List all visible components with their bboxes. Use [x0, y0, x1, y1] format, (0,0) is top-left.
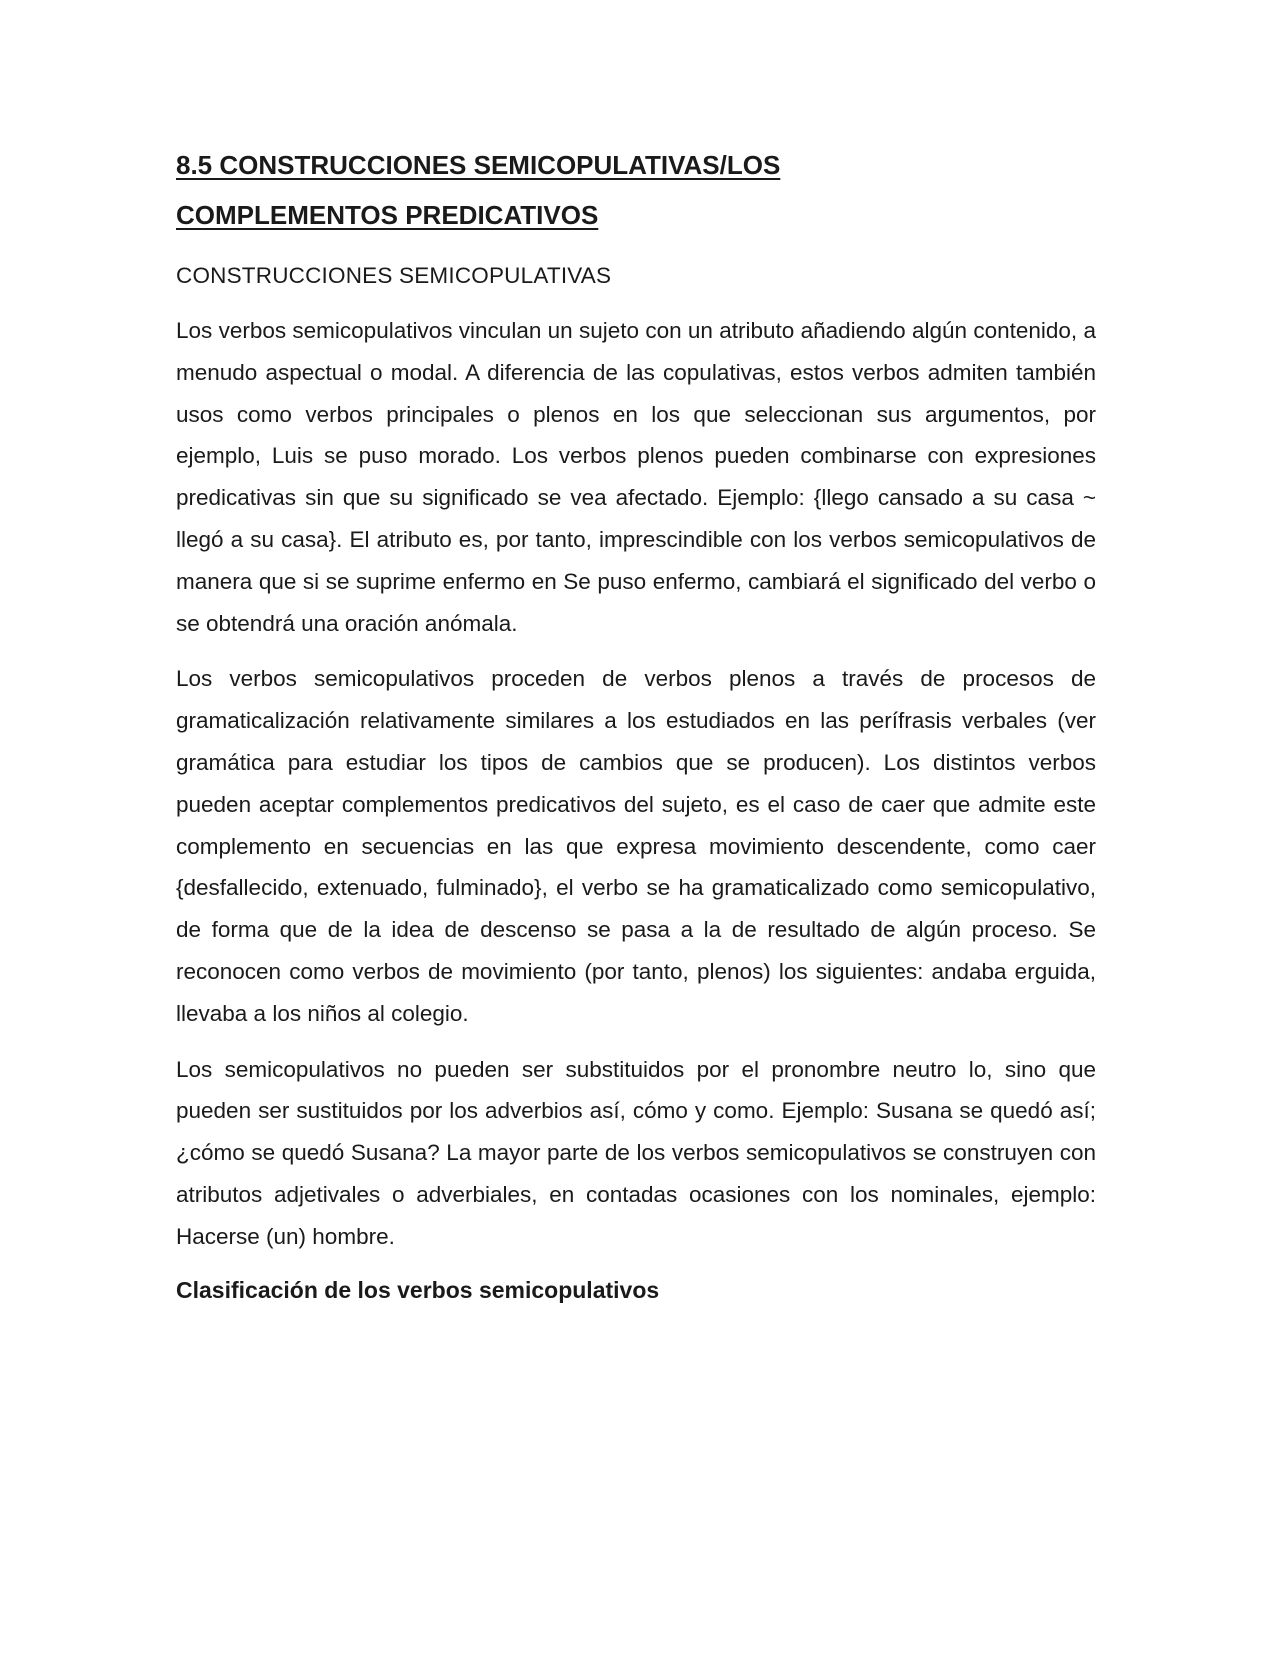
paragraph-3: Los semicopulativos no pueden ser substituidos por el pronombre neutro lo, sino que pueden ser sustituidos por los adverbios así, cómo y como. Ejemplo: Susana se quedó así; ¿cómo se quedó Susana? La mayor parte de los verbos semicopulativos se construyen con atributos adjetivales o adverbiales, en contadas ocasiones con los nominales, ejemplo: Hacerse (un) hombre. — [176, 1056, 1096, 1249]
paragraph-1: Los verbos semicopulativos vinculan un sujeto con un atributo añadiendo algún contenido, a menudo aspectual o modal. A diferencia de las copulativas, estos verbos admiten también usos como verbos principales o plenos en los que seleccionan sus argumentos, por ejemplo, Luis se puso morado. Los verbos plenos pueden combinarse con expresiones predicativas sin que su significado se vea afectado. Ejemplo: {llego cansado a su casa ~ llegó a su casa}. El atributo es, por tanto, imprescindible con los verbos semicopulativos de manera que si se suprime enfermo en Se puso enfermo, cambiará el significado del verbo o se obtendrá una oración anómala. — [176, 318, 1096, 636]
document-page — [176, 140, 1096, 1310]
title-line-2: COMPLEMENTOS PREDICATIVOS — [176, 200, 599, 230]
title-line-1: 8.5 CONSTRUCCIONES SEMICOPULATIVAS/LOS — [176, 150, 781, 180]
subheading: CONSTRUCCIONES SEMICOPULATIVAS — [176, 263, 612, 288]
paragraph-2: Los verbos semicopulativos proceden de verbos plenos a través de procesos de gramaticalización relativamente similares a los estudiados en las perífrasis verbales (ver gramática para estudiar los tipos de cambios que se producen). Los distintos verbos pueden aceptar complementos predicativos del sujeto, es el caso de caer que admite este complemento en secuencias en las que expresa movimiento descendente, como caer {desfallecido, extenuado, fulminado}, el verbo se ha gramaticalizado como semicopulativo, de forma que de la idea de descenso se pasa a la de resultado de algún proceso. Se reconocen como verbos de movimiento (por tanto, plenos) los siguientes: andaba erguida, llevaba a los niños al colegio. — [176, 666, 1096, 1026]
document-title — [176, 140, 1096, 240]
section-heading: Clasificación de los verbos semicopulativos — [176, 1276, 660, 1303]
